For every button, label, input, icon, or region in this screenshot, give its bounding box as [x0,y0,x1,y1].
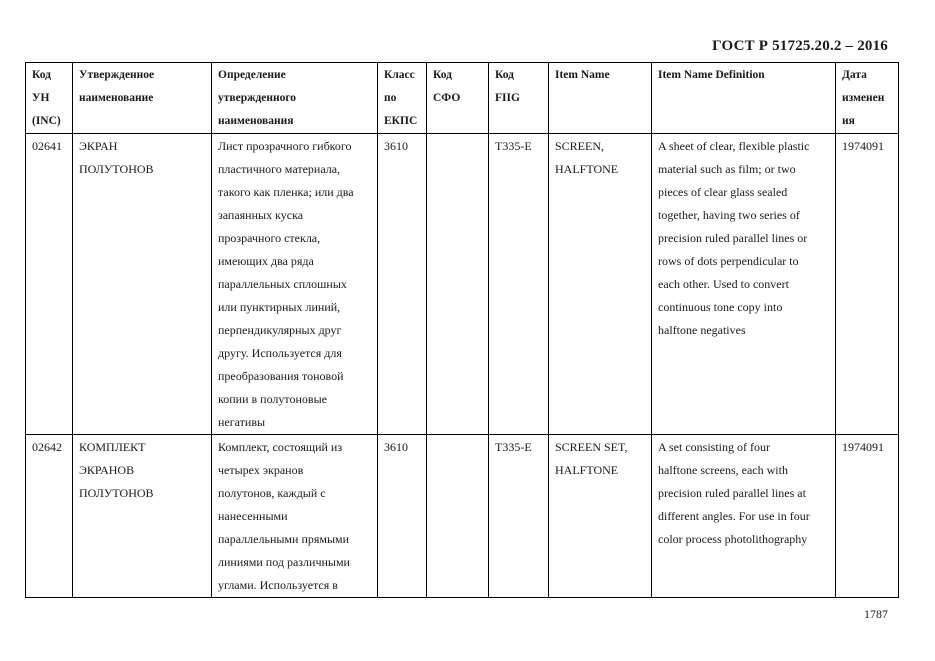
document-standard-header: ГОСТ Р 51725.20.2 – 2016 [712,38,888,54]
cell-fiig-code: T335-E [489,435,549,598]
cell-item-name-definition: A set consisting of four halftone screens, each with precision ruled parallel lines at different angles. For use in four color process photolithography [652,435,836,598]
cell-name-definition-ru: Комплект, состоящий из четырех экранов полутонов, каждый с нанесенными параллельными прямыми линиями под различными углами. Используется в [212,435,378,598]
cell-change-date: 1974091 [836,134,899,435]
cell-approved-name: ЭКРАН ПОЛУТОНОВ [73,134,212,435]
header-sfo-code: Код СФО [427,63,489,134]
header-ekps-class: Класс по ЕКПС [378,63,427,134]
cell-item-name-definition: A sheet of clear, flexible plastic material such as film; or two pieces of clear glass sealed together, having two series of precision ruled parallel lines or rows of dots perpendicular to each other. Used to convert continuous tone copy into halftone negatives [652,134,836,435]
cell-inc-code: 02641 [26,134,73,435]
table-header-row [26,63,899,134]
table-row [26,435,899,598]
cell-item-name: SCREEN, HALFTONE [549,134,652,435]
cell-approved-name: КОМПЛЕКТ ЭКРАНОВ ПОЛУТОНОВ [73,435,212,598]
cell-ekps-class: 3610 [378,435,427,598]
cell-fiig-code: T335-E [489,134,549,435]
cell-name-definition-ru: Лист прозрачного гибкого пластичного материала, такого как пленка; или два запаянных куска прозрачного стекла, имеющих два ряда параллельных сплошных или пунктирных линий, перпендикулярных друг другу. Используется для преобразования тоновой копии в полутоновые негативы [212,134,378,435]
catalog-table [25,62,899,598]
cell-item-name: SCREEN SET, HALFTONE [549,435,652,598]
cell-inc-code: 02642 [26,435,73,598]
header-approved-name: Утвержденное наименование [73,63,212,134]
header-fiig-code: Код FIIG [489,63,549,134]
header-item-name: Item Name [549,63,652,134]
header-change-date: Дата изменен ия [836,63,899,134]
table-row [26,134,899,435]
page-number: 1787 [864,607,888,621]
cell-sfo-code [427,134,489,435]
header-inc-code: Код УН (INC) [26,63,73,134]
header-item-name-definition: Item Name Definition [652,63,836,134]
cell-sfo-code [427,435,489,598]
header-name-definition-ru: Определение утвержденного наименования [212,63,378,134]
cell-change-date: 1974091 [836,435,899,598]
cell-ekps-class: 3610 [378,134,427,435]
